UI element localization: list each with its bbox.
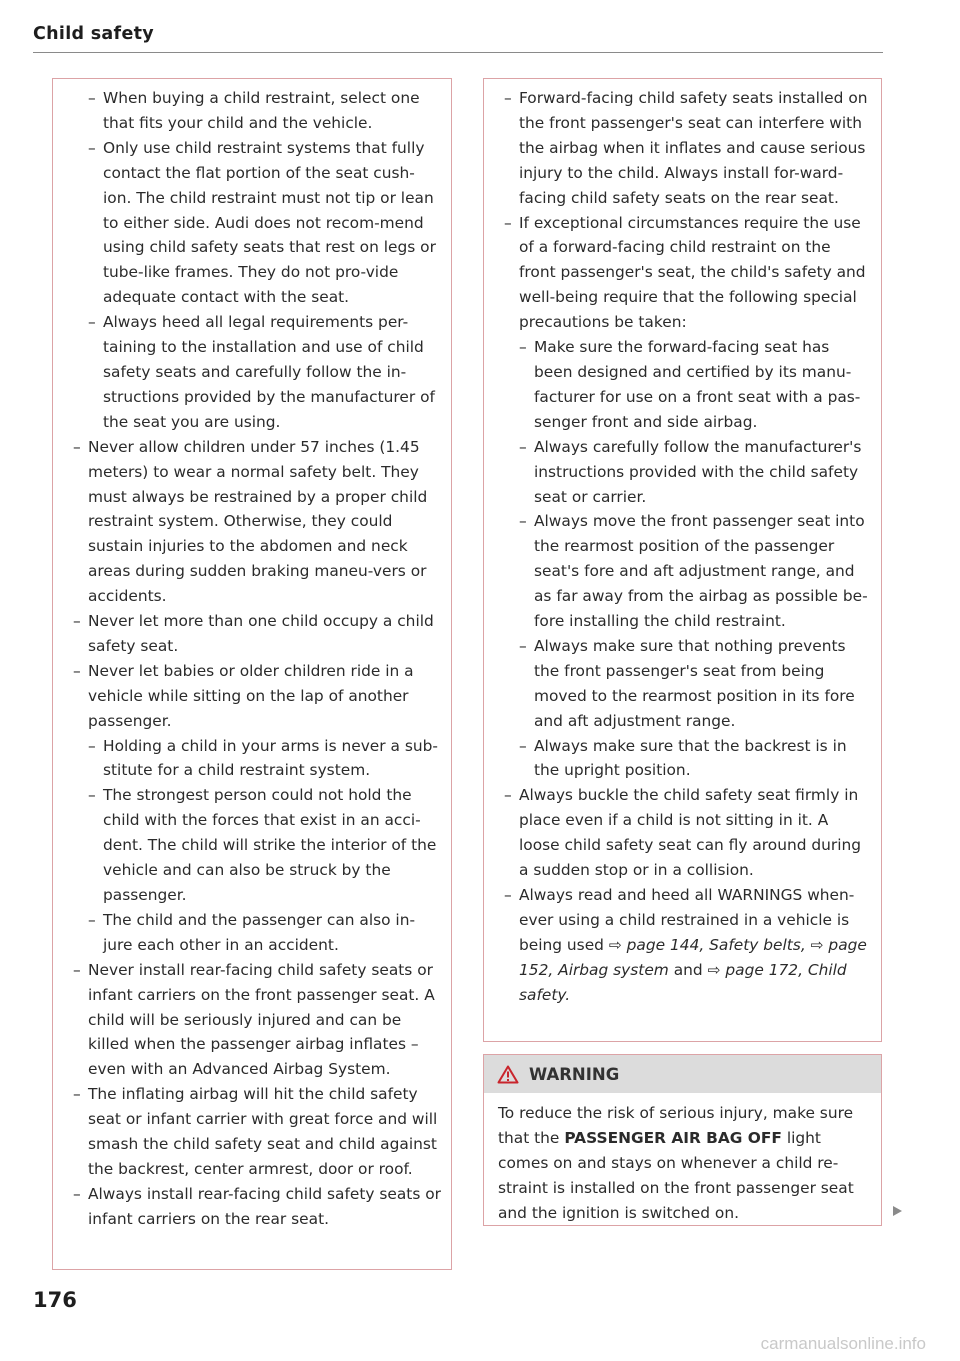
left-warning-list <box>52 78 452 1270</box>
list-item: – Always buckle the child safety seat firmly in place even if a child is not sitting in it. A loose child safety seat can fly around during a sudden stop or in a collision. <box>497 783 871 883</box>
list-item: – Always move the front passenger seat into the rearmost position of the passenger seat's fore and aft adjustment range, and as far away from the airbag as possible be-fore installing the child restraint. <box>497 509 871 634</box>
warning-header <box>484 1055 881 1093</box>
list-item: – Always install rear-facing child safety seats or infant carriers on the rear seat. <box>66 1182 441 1232</box>
section-title: Child safety <box>33 24 154 44</box>
continue-arrow-icon <box>892 1205 903 1217</box>
list-item: – Only use child restraint systems that fully contact the flat portion of the seat cush-ion. The child restraint must not tip or lean to either side. Audi does not recom-mend using child safety seats that rest on legs or tube-like frames. They do not pro-vide adequate contact with the seat. <box>66 136 441 310</box>
list-item: – Always make sure that the backrest is in the upright position. <box>497 734 871 784</box>
right-list-items <box>497 86 871 883</box>
list-item: – Always make sure that nothing prevents the front passenger's seat from being moved to the rearmost position in its fore and aft adjustment range. <box>497 634 871 734</box>
list-item: – Never install rear-facing child safety seats or infant carriers on the front passenger seat. A child will be seriously injured and can be killed when the passenger airbag inflates – even with an Advanced Airbag System. <box>66 958 441 1083</box>
list-item: – The inflating airbag will hit the child safety seat or infant carrier with great force and will smash the child safety seat and child against the backrest, center armrest, door or roof. <box>66 1082 441 1182</box>
list-item: – When buying a child restraint, select one that fits your child and the vehicle. <box>66 86 441 136</box>
list-item: – The strongest person could not hold the child with the forces that exist in an acci-dent. The child will strike the interior of the vehicle and can also be struck by the passenger. <box>66 783 441 908</box>
warning-text-end: light comes on and stays on whenever a child re-straint is installed on the front passenger seat and the ignition is switched on. <box>498 1128 854 1222</box>
list-item: – The child and the passenger can also in-jure each other in an accident. <box>66 908 441 958</box>
list-item: – Never let babies or older children ride in a vehicle while sitting on the lap of another passenger. <box>66 659 441 734</box>
list-item: – Never let more than one child occupy a child safety seat. <box>66 609 441 659</box>
conjunction-text: and <box>673 960 703 979</box>
list-item: – Forward-facing child safety seats installed on the front passenger's seat can interfere with the airbag when it inflates and cause serious injury to the child. Always install for-ward-facing child safety seats on the rear seat. <box>497 86 871 211</box>
list-item: – Make sure the forward-facing seat has been designed and certified by its manu-facturer for use on a front seat with a pas-senger front and side airbag. <box>497 335 871 435</box>
warning-text <box>484 1093 881 1226</box>
warning-text-start: To reduce the risk of serious injury, make sure that the <box>498 1104 854 1147</box>
page-ref-safety-belts[interactable]: ⇨ page 144, Safety belts, <box>608 935 806 954</box>
list-item: – Always carefully follow the manufacturer's instructions provided with the child safety seat or carrier. <box>497 435 871 510</box>
list-item <box>497 883 871 1008</box>
page-header <box>33 24 883 53</box>
warning-triangle-icon <box>497 1065 519 1084</box>
page-ref-airbag-system[interactable]: ⇨ page 152, Airbag system <box>519 935 867 979</box>
list-item: – Never allow children under 57 inches (1.45 meters) to wear a normal safety belt. They must always be restrained by a proper child restraint system. Otherwise, they could sustain injuries to the abdomen and neck areas during sudden braking maneu-vers or accidents. <box>66 435 441 609</box>
right-warning-list <box>483 78 882 1042</box>
list-item-text: Always read and heed all WARNINGS when-ever using a child restrained in a vehicle is being used <box>519 886 855 954</box>
watermark: carmanualsonline.info <box>760 1334 926 1353</box>
warning-title: WARNING <box>529 1064 620 1084</box>
warning-bold-label: PASSENGER AIR BAG OFF <box>564 1128 782 1147</box>
warning-box <box>483 1054 882 1226</box>
list-item: – Holding a child in your arms is never a sub-stitute for a child restraint system. <box>66 734 441 784</box>
page-ref-child-safety[interactable]: ⇨ page 172, Child safety. <box>519 960 847 1004</box>
list-item: – Always heed all legal requirements per-taining to the installation and use of child safety seats and carefully follow the in-structions provided by the manufacturer of the seat you are using. <box>66 310 441 435</box>
list-item: – If exceptional circumstances require the use of a forward-facing child restraint on the front passenger's seat, the child's safety and well-being require that the following special precautions be taken: <box>497 211 871 336</box>
page-number: 176 <box>33 1288 77 1312</box>
